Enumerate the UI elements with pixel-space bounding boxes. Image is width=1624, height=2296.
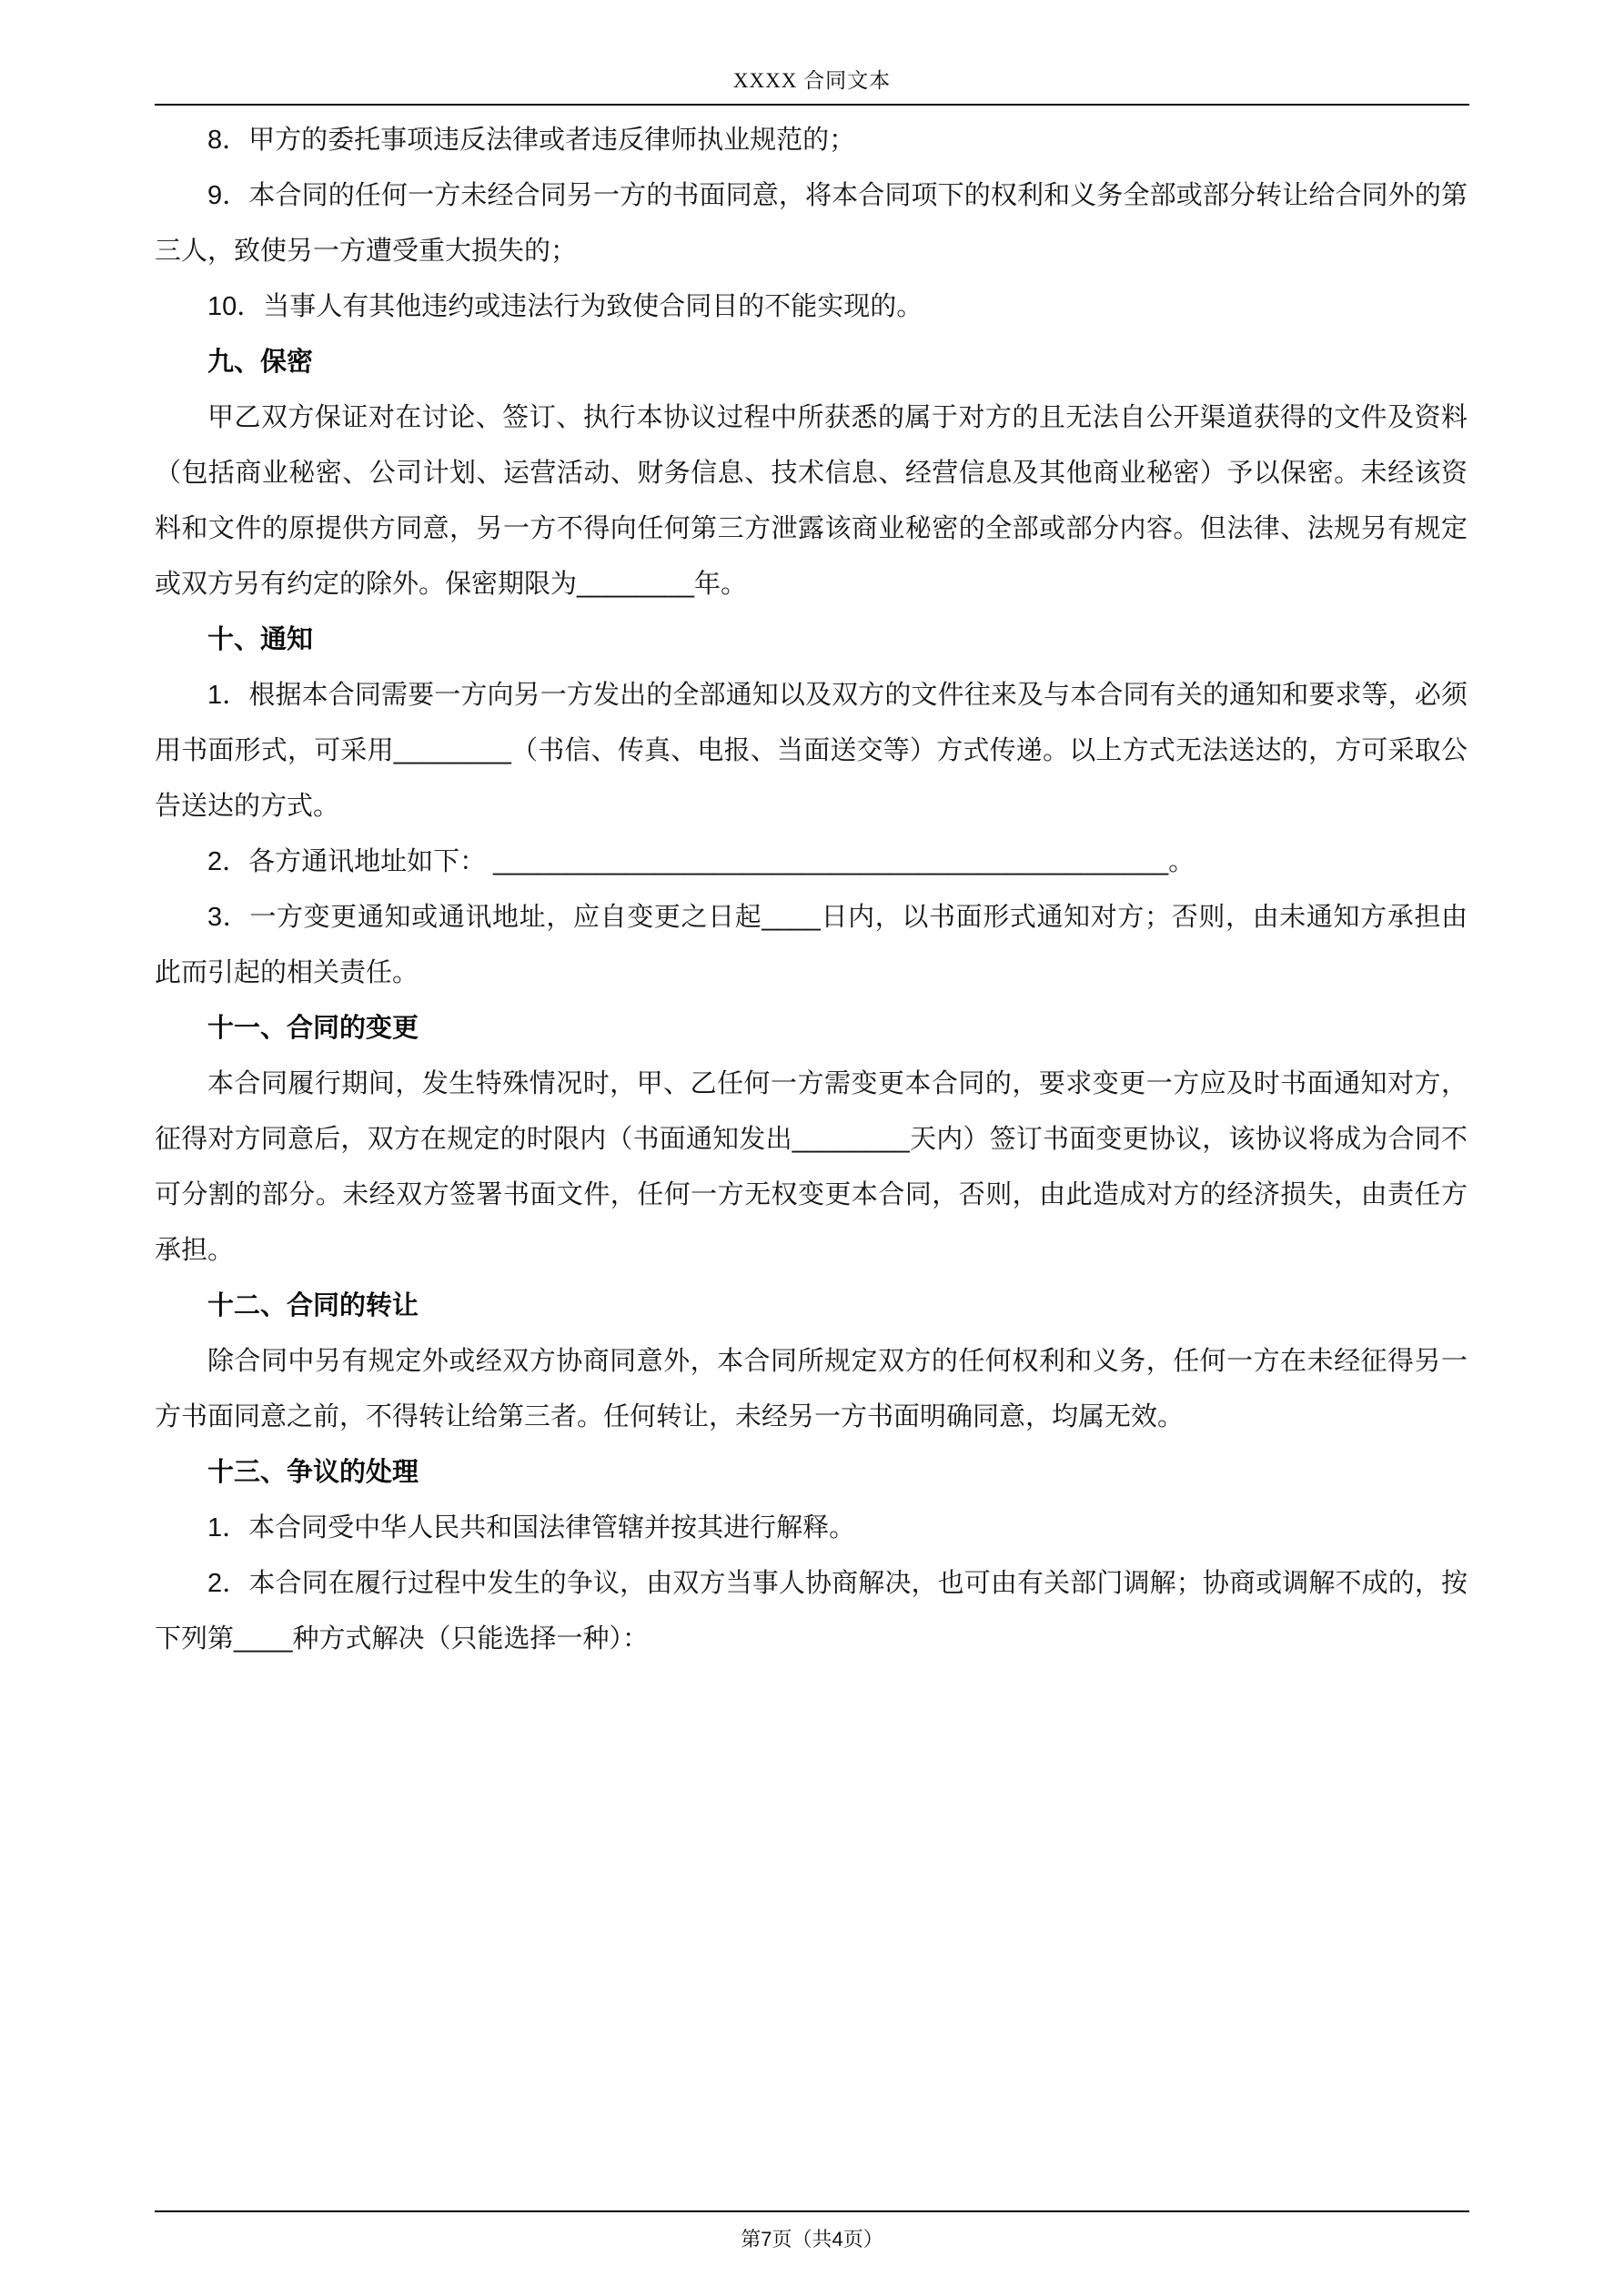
paragraph: 甲乙双方保证对在讨论、签订、执行本协议过程中所获悉的属于对方的且无法自公开渠道获得的文件及资料（包括商业秘密、公司计划、运营活动、财务信息、技术信息、经营信息及其他商业秘密）予以保密。未经该资料和文件的原提供方同意，另一方不得向任何第三方泄露该商业秘密的全部或部分内容。但法律、法规另有规定或双方另有约定的除外。保密期限为________年。 [155, 403, 1468, 599]
paragraph: 1．根据本合同需要一方向另一方发出的全部通知以及双方的文件往来及与本合同有关的通知和要求等，必须用书面形式，可采用________（书信、传真、电报、当面送交等）方式传递。以上方式无法送达的，方可采取公告送达的方式。 [155, 681, 1468, 821]
section-heading: 十二、合同的转让 [207, 1291, 419, 1320]
document-header-title: XXXX 合同文本 [732, 69, 892, 92]
section-heading: 十、通知 [207, 625, 314, 654]
paragraph: 8．甲方的委托事项违反法律或者违反律师执业规范的； [207, 126, 856, 155]
section-heading: 九、保密 [207, 348, 314, 377]
section-heading: 十三、争议的处理 [207, 1458, 419, 1487]
paragraph: 本合同履行期间，发生特殊情况时，甲、乙任何一方需变更本合同的，要求变更一方应及时书面通知对方，征得对方同意后，双方在规定的时限内（书面通知发出________天内）签订书面变更协议，该协议将成为合同不可分割的部分。未经双方签署书面文件，任何一方无权变更本合同，否则，由此造成对方的经济损失，由责任方承担。 [155, 1069, 1468, 1265]
section-heading: 十一、合同的变更 [207, 1014, 419, 1043]
document-header [155, 64, 1469, 106]
paragraph: 9．本合同的任何一方未经合同另一方的书面同意，将本合同项下的权利和义务全部或部分转让给合同外的第三人，致使另一方遭受重大损失的； [155, 181, 1468, 266]
document-body [155, 113, 1468, 1667]
page-number: 第7页（共4页） [741, 2228, 883, 2250]
paragraph: 除合同中另有规定外或经双方协商同意外，本合同所规定双方的任何权利和义务，任何一方在未经征得另一方书面同意之前，不得转让给第三者。任何转让，未经另一方书面明确同意，均属无效。 [155, 1347, 1468, 1431]
paragraph: 3．一方变更通知或通讯地址，应自变更之日起____日内，以书面形式通知对方；否则，由未通知方承担由此而引起的相关责任。 [155, 903, 1468, 987]
paragraph: 10．当事人有其他违约或违法行为致使合同目的不能实现的。 [207, 292, 923, 321]
paragraph: 2．本合同在履行过程中发生的争议，由双方当事人协商解决，也可由有关部门调解；协商或调解不成的，按下列第____种方式解决（只能选择一种）： [155, 1569, 1468, 1654]
document-footer [155, 2210, 1469, 2252]
paragraph: 2．各方通讯地址如下： ______________________________________________。 [207, 847, 1195, 876]
paragraph: 1．本合同受中华人民共和国法律管辖并按其进行解释。 [207, 1513, 856, 1542]
